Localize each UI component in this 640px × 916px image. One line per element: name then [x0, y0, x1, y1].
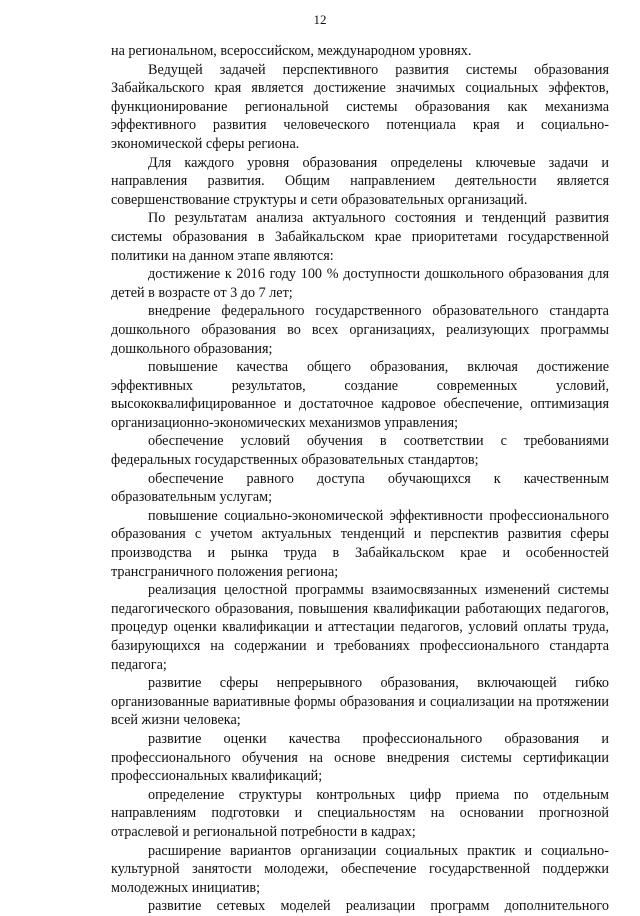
priority-item: внедрение федерального государственного образовательного стандарта дошкольного образования во всех организациях, реализующих программы дошкольного образования;	[111, 303, 609, 357]
priority-item: обеспечение равного доступа обучающихся к качественным образовательным услугам;	[111, 470, 609, 506]
paragraph-priorities-intro: По результатам анализа актуального состояния и тенденций развития системы образования в Забайкальском крае приоритетами государственной политики на данном этапе являются:	[111, 210, 609, 264]
document-body	[111, 42, 609, 916]
priority-item: определение структуры контрольных цифр приема по отдельным направлениям подготовки и специальностям на основании прогнозной отраслевой и региональной потребности в кадрах;	[111, 786, 609, 840]
page-number: 12	[313, 12, 327, 27]
priority-item: развитие оценки качества профессионального образования и профессионального обучения на основе внедрения системы сертификации профессиональных квалификаций;	[111, 730, 609, 785]
paragraph-main-task: Ведущей задачей перспективного развития системы образования Забайкальского края является достижение значимых социальных эффектов, функционирование региональной системы образования как механизма эффективного развития человеческого потенциала края и социально-экономической сферы региона.	[111, 61, 609, 152]
priority-item: повышение социально-экономической эффективности профессионального образования с учетом актуальных тенденций и перспектив развития сферы производства и рынка труда в Забайкальском крае и особенностей трансграничного положения региона;	[111, 507, 609, 580]
priority-item: развитие сферы непрерывного образования, включающей гибко организованные вариативные формы образования и социализации на протяжении всей жизни человека;	[111, 675, 609, 729]
priority-item: реализация целостной программы взаимосвязанных изменений системы педагогического образования, повышения квалификации работающих педагогов, процедур оценки квалификации и аттестации педагогов, условий оплаты труда, базирующихся на содержании и требованиях профессионального стандарта педагога;	[111, 582, 609, 673]
paragraph-education-levels: Для каждого уровня образования определены ключевые задачи и направления развития. Общим направлением деятельности является совершенствование структуры и сети образовательных организаций.	[111, 154, 609, 208]
priority-item: расширение вариантов организации социальных практик и социально-культурной занятости молодежи, обеспечение государственной поддержки молодежных инициатив;	[111, 842, 609, 896]
priority-item: повышение качества общего образования, включая достижение эффективных результатов, создание современных условий, высококвалифицированное и достаточное кадровое обеспечение, оптимизация организационно-экономических механизмов управления;	[111, 359, 609, 431]
priority-item: обеспечение условий обучения в соответствии с требованиями федеральных государственных образовательных стандартов;	[111, 433, 609, 469]
priority-item: достижение к 2016 году 100 % доступности дошкольного образования для детей в возрасте от 3 до 7 лет;	[111, 266, 609, 301]
paragraph-continuation: на региональном, всероссийском, международном уровнях.	[111, 43, 472, 59]
priority-item-continued: развитие сетевых моделей реализации программ дополнительного	[148, 898, 609, 915]
